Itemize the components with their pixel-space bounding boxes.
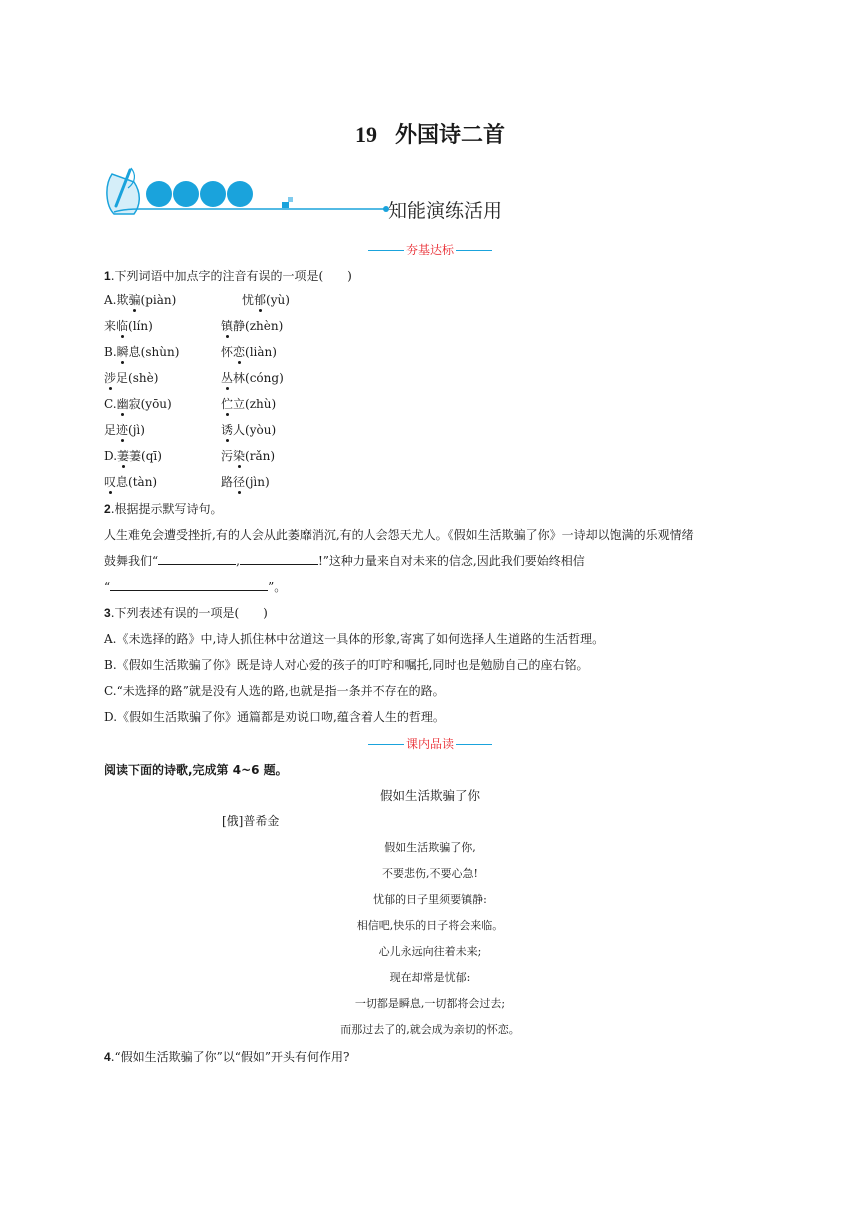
q2-line3: “ ”。 — [104, 580, 287, 594]
poem-author: [俄]普希金 — [222, 814, 280, 828]
q3-stem: 3.下列表述有误的一项是( ) — [104, 606, 268, 620]
q1-stem: 1.下列词语中加点字的注音有误的一项是( ) — [104, 269, 352, 283]
banner-dot-4 — [227, 181, 253, 207]
q1-option-d-row1: D.萋萋(qī) — [104, 449, 162, 463]
banner-dot-2 — [173, 181, 199, 207]
poem-line-3: 忧郁的日子里须要镇静: — [373, 893, 487, 906]
q1-option-c-row1: C.幽寂(yōu) — [104, 397, 172, 411]
poem-line-2: 不要悲伤,不要心急! — [382, 867, 478, 880]
q2-blank-3[interactable] — [110, 579, 268, 591]
title-number: 19 — [354, 122, 377, 147]
section-line-left — [368, 744, 404, 745]
poem-line-6: 现在却常是忧郁: — [389, 971, 471, 984]
poem-line-8: 而那过去了的,就会成为亲切的怀恋。 — [340, 1023, 520, 1036]
q3-option-a: A.《未选择的路》中,诗人抓住林中岔道这一具体的形象,寄寓了如何选择人生道路的生活哲理。 — [104, 632, 605, 646]
q2-line1: 人生难免会遭受挫折,有的人会从此萎靡消沉,有的人会怨天尤人。《假如生活欺骗了你》一诗却以饱满的乐观情绪 — [104, 528, 694, 542]
banner-label: 知能演练活用 — [388, 200, 503, 222]
q3-option-c: C.“未选择的路”就是没有人选的路,也就是指一条并不存在的路。 — [104, 684, 445, 698]
q1-option-c-word4: 诱人(yòu) — [221, 423, 277, 437]
q2-blank-2[interactable] — [240, 553, 318, 565]
q1-option-a-word4: 镇静(zhèn) — [221, 319, 284, 333]
reading-instruction: 阅读下面的诗歌,完成第 4~6 题。 — [104, 763, 288, 777]
section-reading — [0, 735, 860, 752]
page-title — [0, 118, 860, 149]
q1-option-b-word2: 怀恋(liàn) — [221, 345, 277, 359]
section-reading-label: 课内品读 — [405, 737, 454, 751]
q3-option-b: B.《假如生活欺骗了你》既是诗人对心爱的孩子的叮咛和嘱托,同时也是勉励自己的座右铭。 — [104, 658, 589, 672]
quill-icon — [107, 168, 139, 214]
poem-line-5: 心儿永远向往着未来; — [378, 945, 482, 958]
q1-option-b-word3: 涉足(shè) — [104, 371, 159, 385]
poem-line-1: 假如生活欺骗了你, — [384, 841, 476, 854]
q4-stem: 4.“假如生活欺骗了你”以“假如”开头有何作用? — [104, 1050, 350, 1064]
q2-blank-1[interactable] — [158, 553, 236, 565]
q1-option-c-word2: 伫立(zhù) — [221, 397, 277, 411]
poem-title: 假如生活欺骗了你 — [379, 788, 480, 803]
banner-square-2 — [288, 197, 293, 202]
banner-dot-1 — [146, 181, 172, 207]
q3-option-d: D.《假如生活欺骗了你》通篇都是劝说口吻,蕴含着人生的哲理。 — [104, 710, 445, 724]
q2-stem: 2.根据提示默写诗句。 — [104, 502, 223, 516]
q1-option-d-word4: 路径(jìn) — [221, 475, 270, 489]
banner-square-1 — [282, 202, 289, 208]
section-line-right — [456, 250, 492, 251]
q1-option-d-word3: 叹息(tàn) — [104, 475, 158, 489]
q2-line2: 鼓舞我们“ , !”这种力量来自对未来的信念,因此我们要始终相信 — [104, 554, 585, 568]
q1-option-b-row1: B.瞬息(shùn) — [104, 345, 180, 359]
section-basic — [0, 241, 860, 258]
banner-graphic — [100, 166, 400, 226]
q1-option-a-row1: A.欺骗(piàn) — [104, 293, 177, 307]
q1-option-a-word3: 来临(lín) — [104, 319, 153, 333]
section-basic-label: 夯基达标 — [405, 243, 454, 257]
poem-line-7: 一切都是瞬息,一切都将会过去; — [354, 997, 506, 1010]
q1-option-d-word2: 污染(rǎn) — [221, 449, 276, 463]
q1-option-a-word2: 忧郁(yù) — [242, 293, 290, 307]
title-text: 外国诗二首 — [394, 123, 505, 148]
banner-dot-3 — [200, 181, 226, 207]
poem-line-4: 相信吧,快乐的日子将会来临。 — [356, 919, 504, 932]
q1-option-b-word4: 丛林(cóng) — [221, 371, 284, 385]
q1-option-c-word3: 足迹(jì) — [104, 423, 145, 437]
section-line-right — [456, 744, 492, 745]
section-line-left — [368, 250, 404, 251]
